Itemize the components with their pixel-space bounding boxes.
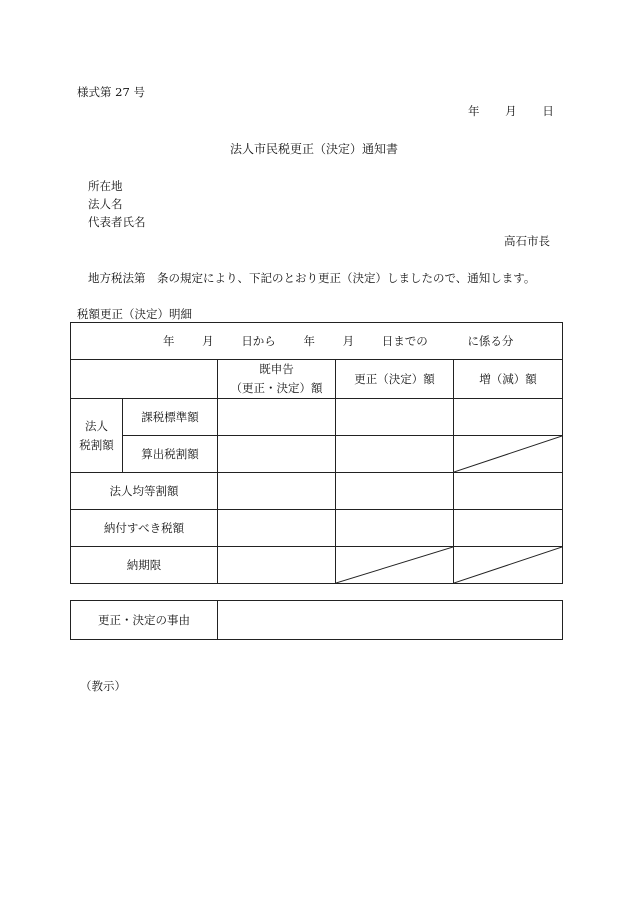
header-filed-amount: 既申告 （更正・決定）額 [218, 360, 336, 399]
computed-tax-diff-slashed [454, 436, 563, 473]
period-suffix: に係る分 [467, 334, 514, 348]
period-year-1: 年 [163, 334, 175, 348]
representative-label: 代表者氏名 [88, 215, 146, 229]
period-year-2: 年 [303, 334, 315, 348]
header-blank-cell [71, 360, 218, 399]
tax-base-corrected [336, 399, 454, 436]
address-label: 所在地 [88, 179, 123, 193]
table-caption: 税額更正（決定）明細 [77, 307, 192, 321]
per-capita-corrected [336, 473, 454, 510]
payable-filed [218, 510, 336, 547]
tax-base-diff [454, 399, 563, 436]
table-row [71, 547, 563, 584]
table-row [71, 436, 563, 473]
header-difference: 増（減）額 [454, 360, 563, 399]
reason-label: 更正・決定の事由 [71, 601, 218, 640]
computed-tax-corrected [336, 436, 454, 473]
table-row [71, 510, 563, 547]
corp-tax-group-label: 法人 税割額 [71, 399, 123, 473]
header-corrected-amount: 更正（決定）額 [336, 360, 454, 399]
notice-label: （教示） [80, 679, 126, 693]
issuer-name: 高石市長 [504, 234, 550, 248]
diagonal-slash [336, 547, 453, 583]
period-month-2: 月 [342, 334, 355, 348]
computed-tax-filed [218, 436, 336, 473]
tax-detail-table [70, 322, 563, 584]
period-to: 日までの [381, 334, 428, 348]
per-capita-label: 法人均等割額 [71, 473, 218, 510]
diagonal-slash [454, 436, 562, 472]
computed-tax-label: 算出税割額 [123, 436, 218, 473]
header-row [71, 360, 563, 399]
tax-base-filed [218, 399, 336, 436]
period-from: 日から [241, 334, 276, 348]
deadline-diff-slashed [454, 547, 563, 584]
date-day: 日 [542, 104, 554, 118]
deadline-corrected-slashed [336, 547, 454, 584]
tax-base-label: 課税標準額 [123, 399, 218, 436]
corp-name-label: 法人名 [88, 197, 123, 211]
period-row [71, 323, 563, 360]
period-month-1: 月 [202, 334, 214, 348]
payable-corrected [336, 510, 454, 547]
reason-value [218, 601, 563, 640]
deadline-label: 納期限 [71, 547, 218, 584]
body-text: 地方税法第 条の規定により、下記のとおり更正（決定）しましたので、通知します。 [88, 271, 536, 285]
per-capita-filed [218, 473, 336, 510]
reason-table [70, 600, 563, 640]
date-year: 年 [468, 104, 480, 118]
payable-diff [454, 510, 563, 547]
diagonal-slash [454, 547, 562, 583]
reason-row [71, 601, 563, 640]
payable-label: 納付すべき税額 [71, 510, 218, 547]
date-month: 月 [505, 104, 517, 118]
per-capita-diff [454, 473, 563, 510]
date-line [468, 103, 554, 119]
deadline-filed [218, 547, 336, 584]
table-row [71, 473, 563, 510]
form-number: 様式第 27 号 [77, 85, 145, 99]
table-row [71, 399, 563, 436]
document-title: 法人市民税更正（決定）通知書 [230, 142, 399, 156]
period-cell [71, 323, 563, 360]
